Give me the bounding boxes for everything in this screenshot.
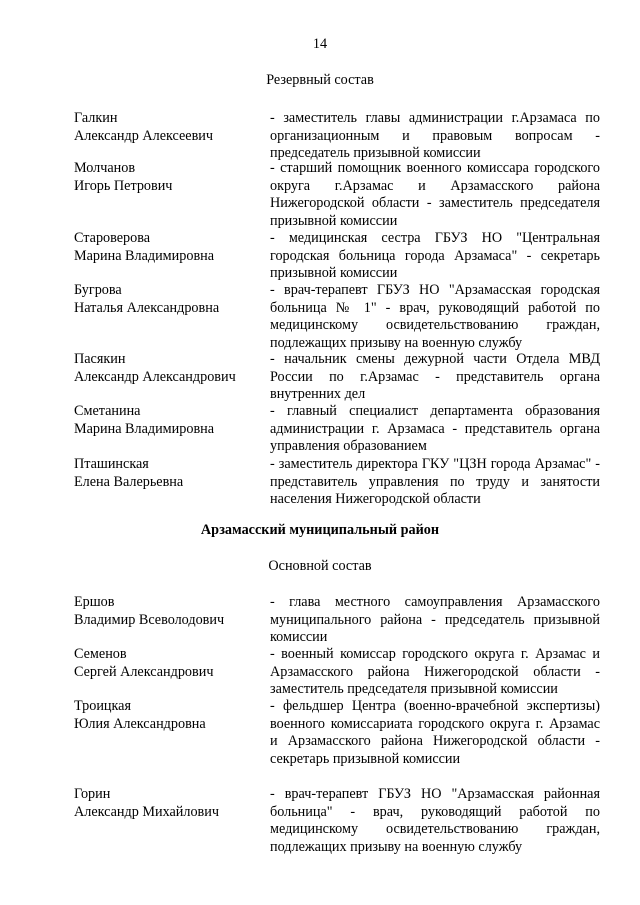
member-surname: Молчанов bbox=[74, 160, 136, 176]
member-surname: Бугрова bbox=[74, 282, 122, 298]
section-heading-main: Основной состав bbox=[268, 558, 372, 574]
member-surname: Галкин bbox=[74, 110, 118, 126]
member-entry bbox=[74, 646, 600, 698]
member-given-name: Юлия Александровна bbox=[74, 715, 206, 732]
member-role: - заместитель главы администрации г.Арзамаса по организационным и правовым вопросам - председатель призывной комиссии bbox=[270, 110, 600, 162]
member-entry bbox=[74, 594, 600, 646]
member-role: - начальник смены дежурной части Отдела МВД России по г.Арзамас - представитель органа внутренних дел bbox=[270, 351, 600, 403]
member-surname: Староверова bbox=[74, 230, 151, 246]
member-role: - глава местного самоуправления Арзамасского муниципального района - председатель призывной комиссии bbox=[270, 594, 600, 646]
section-heading-reserve: Резервный состав bbox=[266, 72, 374, 88]
member-surname: Семенов bbox=[74, 646, 127, 662]
member-entry bbox=[74, 160, 600, 230]
member-role: - военный комиссар городского округа г. Арзамас и Арзамасского района Нижегородской области - заместитель председателя призывной комиссии bbox=[270, 646, 600, 698]
district-heading: Арзамасский муниципальный район bbox=[200, 522, 440, 538]
member-role: - заместитель директора ГКУ "ЦЗН города Арзамас" - представитель управления по труду и занятости населения Нижегородской области bbox=[270, 456, 600, 508]
member-entry bbox=[74, 110, 600, 160]
member-entry bbox=[74, 403, 600, 456]
member-given-name: Марина Владимировна bbox=[74, 247, 215, 264]
member-surname: Троицкая bbox=[74, 698, 131, 714]
member-given-name: Игорь Петрович bbox=[74, 177, 173, 194]
member-entry bbox=[74, 282, 600, 351]
members-list-main bbox=[74, 594, 600, 858]
member-given-name: Александр Алексеевич bbox=[74, 127, 214, 144]
member-entry bbox=[74, 456, 600, 510]
member-role: - фельдшер Центра (военно-врачебной экспертизы) военного комиссариата городского округа г. Арзамас и Арзамасского района Нижегородской области - секретарь призывной комиссии bbox=[270, 698, 600, 767]
member-surname: Ершов bbox=[74, 594, 115, 610]
member-given-name: Сергей Александрович bbox=[74, 663, 214, 680]
member-surname: Горин bbox=[74, 786, 111, 802]
member-surname: Сметанина bbox=[74, 403, 141, 419]
member-given-name: Владимир Всеволодович bbox=[74, 611, 225, 628]
member-entry bbox=[74, 351, 600, 403]
page-number: 14 bbox=[312, 36, 328, 52]
member-role: - медицинская сестра ГБУЗ НО "Центральная городская больница города Арзамаса" - секретарь призывной комиссии bbox=[270, 230, 600, 282]
member-entry bbox=[74, 698, 600, 786]
member-role: - врач-терапевт ГБУЗ НО "Арзамасская городская больница № 1" - врач, руководящий работой по медицинскому освидетельствованию граждан, подлежащих призыву на военную службу bbox=[270, 282, 600, 351]
member-surname: Пасякин bbox=[74, 351, 126, 367]
member-surname: Пташинская bbox=[74, 456, 149, 472]
member-role: - старший помощник военного комиссара городского округа г.Арзамас и Арзамасского района Нижегородской области - заместитель председателя призывной комиссии bbox=[270, 160, 600, 229]
member-entry bbox=[74, 230, 600, 282]
member-role: - врач-терапевт ГБУЗ НО "Арзамасская районная больница" - врач, руководящий работой по медицинскому освидетельствованию граждан, подлежащих призыву на военную службу bbox=[270, 786, 600, 855]
members-list-reserve bbox=[74, 110, 600, 510]
member-given-name: Наталья Александровна bbox=[74, 299, 220, 316]
member-entry bbox=[74, 786, 600, 858]
member-given-name: Александр Михайлович bbox=[74, 803, 219, 820]
member-given-name: Александр Александрович bbox=[74, 368, 236, 385]
member-role: - главный специалист департамента образования администрации г. Арзамаса - представитель органа управления образованием bbox=[270, 403, 600, 455]
member-given-name: Марина Владимировна bbox=[74, 420, 215, 437]
member-given-name: Елена Валерьевна bbox=[74, 473, 184, 490]
